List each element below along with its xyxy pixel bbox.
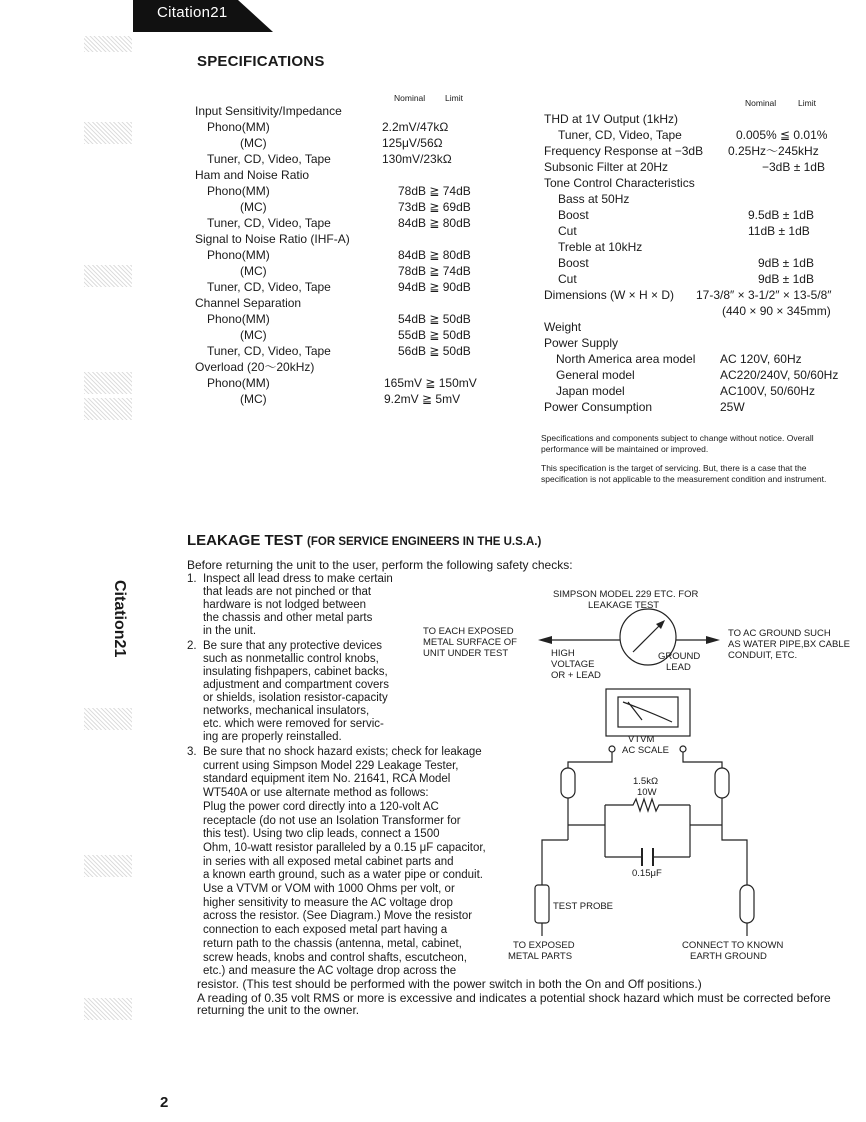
- test-probe: [535, 885, 549, 923]
- scan-artifact: [84, 36, 132, 52]
- spec-label: Frequency Response at −3dB: [544, 144, 704, 158]
- spec-label: (MC): [240, 136, 267, 150]
- step3-line: across the resistor. (See Diagram.) Move the resistor: [187, 910, 473, 923]
- spec-value: AC 120V, 60Hz: [720, 352, 802, 366]
- step2-line: insulating fishpapers, cabinet backs,: [187, 666, 388, 678]
- step3-line: a known earth ground, such as a water pipe or conduit.: [187, 869, 483, 882]
- leakage-closing-1-text: A reading of 0.35 volt RMS or more is excessive and indicates a potential shock hazard which must be corrected before: [197, 991, 831, 1005]
- spec-value: (440 × 90 × 345mm): [722, 304, 831, 318]
- spec-value: 9dB ± 1dB: [758, 256, 814, 270]
- spec-label: (MC): [240, 264, 267, 278]
- spec-value: −3dB ± 1dB: [762, 160, 825, 174]
- step2-line: networks, mechanical insulators,: [187, 705, 370, 717]
- spec-value: 9.5dB ± 1dB: [748, 208, 814, 222]
- spec-value: AC100V, 50/60Hz: [720, 384, 815, 398]
- test-probe-label: TEST PROBE: [553, 901, 614, 912]
- left-limit-header: Limit: [445, 93, 463, 103]
- earth-label-2: EARTH GROUND: [690, 951, 767, 962]
- spec-label: Bass at 50Hz: [558, 192, 630, 206]
- leakage-title-sub: (FOR SERVICE ENGINEERS IN THE U.S.A.): [307, 536, 542, 548]
- step3-line: receptacle (do not use an Isolation Transformer for: [187, 814, 461, 827]
- spec-value: 130mV/23kΩ: [382, 152, 452, 166]
- spec-label: Subsonic Filter at 20Hz: [544, 160, 669, 174]
- spec-label: Power Consumption: [544, 400, 653, 414]
- step2-line: such as nonmetallic control knobs,: [187, 653, 379, 665]
- ground-label-1: GROUND: [658, 651, 701, 662]
- right-clip-wire: [683, 752, 722, 768]
- spec-label: General model: [556, 368, 635, 382]
- step3-line: standard equipment item No. 21641, RCA Model: [187, 773, 451, 786]
- earth-label-1: CONNECT TO KNOWN: [682, 940, 784, 951]
- spec-value: 9.2mV ≧ 5mV: [384, 392, 461, 406]
- high-label-1: HIGH: [551, 648, 575, 659]
- earth-clip: [740, 885, 754, 923]
- spec-label: Channel Separation: [195, 296, 302, 310]
- spec-value: 2.2mV/47kΩ: [382, 120, 449, 134]
- spec-label: Tuner, CD, Video, Tape: [558, 128, 682, 142]
- step2-line: etc. which were removed for servic-: [187, 718, 384, 730]
- leakage-step3-tail: resistor. (This test should be performed with the power switch in both the On and Off positions.): [197, 977, 702, 991]
- right-limit-header: Limit: [798, 98, 816, 108]
- exposed-label-1: TO EXPOSED: [513, 940, 575, 951]
- spec-label: Phono(MM): [207, 248, 270, 262]
- page-number: 2: [160, 1094, 169, 1111]
- resistor-label-2: 10W: [637, 787, 657, 798]
- spec-value: 125μV/56Ω: [382, 136, 443, 150]
- step1-line: 1. Inspect all lead dress to make certain: [187, 573, 393, 585]
- spec-value: 0.005% ≦ 0.01%: [736, 128, 828, 142]
- right-label-2: [728, 639, 853, 650]
- spec-label: Signal to Noise Ratio (IHF-A): [195, 232, 350, 246]
- right-arrow-head: [706, 636, 720, 644]
- brand-tab: [133, 0, 273, 32]
- leakage-intro: Before returning the unit to the user, perform the following safety checks:: [187, 558, 573, 572]
- spec-value: 11dB ± 1dB: [748, 224, 810, 238]
- tester-title-2: LEAKAGE TEST: [588, 600, 660, 611]
- step3-line: Plug the power cord directly into a 120-volt AC: [187, 800, 439, 813]
- leakage-title: [187, 532, 541, 549]
- step1-line: hardware is not lodged between: [187, 599, 367, 611]
- right-label-2-text: AS WATER PIPE,BX CABLE: [728, 639, 850, 650]
- step3-line: return path to the chassis (antenna, metal, cabinet,: [187, 937, 462, 950]
- ac-scale-label: AC SCALE: [622, 745, 669, 756]
- right-clip: [715, 768, 729, 798]
- scan-artifact: [84, 398, 132, 420]
- leakage-title-main: LEAKAGE TEST: [187, 532, 303, 549]
- spec-label: Input Sensitivity/Impedance: [195, 104, 342, 118]
- spec-label: Dimensions (W × H × D): [544, 288, 675, 302]
- spec-label: Tuner, CD, Video, Tape: [207, 152, 331, 166]
- step3-line: Use a VTVM or VOM with 1000 Ohms per volt, or: [187, 883, 455, 895]
- step2-line: ing are properly reinstalled.: [187, 731, 342, 743]
- scan-artifact: [84, 998, 132, 1020]
- spec-label: Tuner, CD, Video, Tape: [207, 280, 331, 294]
- spec-label: Tuner, CD, Video, Tape: [207, 216, 331, 230]
- spec-note-1: [541, 433, 853, 455]
- vtvm-scale-arc: [623, 702, 672, 722]
- spec-note-1-text: Specifications and components subject to change without notice. Overall performance will be maintained or improved.: [541, 433, 814, 454]
- spec-value: 84dB ≧ 80dB: [398, 248, 471, 262]
- step3-line: 3. Be sure that no shock hazard exists; check for leakage: [187, 746, 482, 758]
- spec-label: Cut: [558, 272, 577, 286]
- high-label-3: OR + LEAD: [551, 670, 601, 681]
- spec-value: 55dB ≧ 50dB: [398, 328, 471, 342]
- spec-note-2: [541, 463, 853, 485]
- step3-line: screw heads, knobs and control shafts, escutcheon,: [187, 951, 467, 964]
- spec-label: (MC): [240, 200, 267, 214]
- scan-artifact: [84, 708, 132, 730]
- resistor-symbol: [605, 799, 690, 811]
- ground-label-2: LEAD: [666, 662, 691, 673]
- scan-artifact: [84, 372, 132, 394]
- spec-label: THD at 1V Output (1kHz): [544, 112, 679, 126]
- step3-line: connection to each exposed metal part having a: [187, 924, 448, 937]
- resistor-label-1: 1.5kΩ: [633, 776, 659, 787]
- vtvm-label: VTVM: [628, 734, 655, 745]
- spec-note-2-text: This specification is the target of servicing. But, there is a case that the specification is not applicable to the measurement condition and instrument.: [541, 463, 827, 484]
- spec-value: AC220/240V, 50/60Hz: [720, 368, 839, 382]
- leakage-closing-2: returning the unit to the owner.: [197, 1003, 360, 1017]
- scan-artifact: [84, 855, 132, 877]
- scan-artifact: [84, 122, 132, 144]
- spec-value: 0.25Hz～245kHz: [728, 144, 819, 158]
- step3-line: current using Simpson Model 229 Leakage Tester,: [187, 759, 459, 772]
- spec-label: North America area model: [556, 352, 696, 366]
- earth-wire: [722, 825, 747, 885]
- left-clip-wire: [568, 752, 612, 768]
- spec-value: 17-3/8″ × 3-1/2″ × 13-5/8″: [696, 288, 832, 302]
- exposed-label-2: METAL PARTS: [508, 951, 573, 962]
- spec-label: Cut: [558, 224, 577, 238]
- meter-needle-head: [656, 620, 665, 629]
- step3-line: in series with all exposed metal cabinet parts and: [187, 855, 454, 868]
- spec-label: Tone Control Characteristics: [544, 176, 695, 190]
- left-label-1: TO EACH EXPOSED: [423, 626, 514, 637]
- spec-value: 54dB ≧ 50dB: [398, 312, 471, 326]
- ac-terminal-right: [680, 746, 686, 752]
- spec-value: 78dB ≧ 74dB: [398, 264, 471, 278]
- step2-line: 2. Be sure that any protective devices: [187, 640, 382, 652]
- spec-value: 9dB ± 1dB: [758, 272, 814, 286]
- spec-label: Treble at 10kHz: [558, 240, 643, 254]
- step3-line: etc.) and measure the AC voltage drop across the: [187, 965, 457, 978]
- step3-line: WT540A or use alternate method as follows:: [187, 787, 429, 800]
- high-label-2: VOLTAGE: [551, 659, 595, 670]
- spec-value: 165mV ≧ 150mV: [384, 376, 477, 390]
- right-nominal-header: Nominal: [745, 98, 777, 108]
- side-label: Citation21: [111, 580, 128, 658]
- spec-label: Phono(MM): [207, 312, 270, 326]
- step1-line: that leads are not pinched or that: [187, 586, 372, 598]
- spec-label: Japan model: [556, 384, 625, 398]
- step3-line: higher sensitivity to measure the AC voltage drop: [187, 896, 453, 909]
- vtvm-box: [606, 689, 690, 736]
- right-label-3: CONDUIT, ETC.: [728, 650, 798, 661]
- left-label-2: METAL SURFACE OF: [423, 637, 517, 648]
- capacitor-label: 0.15μF: [632, 868, 662, 879]
- vtvm-screen: [618, 697, 678, 727]
- tester-title-1: SIMPSON MODEL 229 ETC. FOR: [553, 589, 699, 600]
- right-label-1: TO AC GROUND SUCH: [728, 628, 831, 639]
- left-nominal-header: Nominal: [394, 93, 426, 103]
- brand-tab-label: Citation21: [157, 4, 228, 21]
- meter-needle: [633, 622, 663, 652]
- probe-wire: [542, 840, 568, 885]
- step1-line: the chassis and other metal parts: [187, 612, 373, 624]
- step3-line: Ohm, 10-watt resistor paralleled by a 0.15 μF capacitor,: [187, 841, 486, 854]
- left-arrow-head: [538, 636, 552, 644]
- spec-label: Phono(MM): [207, 120, 270, 134]
- specifications-title: SPECIFICATIONS: [197, 53, 325, 70]
- spec-value: 56dB ≧ 50dB: [398, 344, 471, 358]
- spec-label: Tuner, CD, Video, Tape: [207, 344, 331, 358]
- step2-line: adjustment and compartment covers: [187, 679, 389, 691]
- step2-line: or shields, isolation resistor-capacity: [187, 692, 388, 704]
- spec-label: Weight: [544, 320, 582, 334]
- spec-value: 94dB ≧ 90dB: [398, 280, 471, 294]
- spec-label: Power Supply: [544, 336, 619, 350]
- spec-value: 25W: [720, 400, 745, 414]
- scan-artifact: [84, 265, 132, 287]
- spec-value: 73dB ≧ 69dB: [398, 200, 471, 214]
- step1-line: in the unit.: [187, 625, 257, 637]
- ac-terminal-left: [609, 746, 615, 752]
- spec-value: 78dB ≧ 74dB: [398, 184, 471, 198]
- spec-label: Phono(MM): [207, 184, 270, 198]
- spec-label: Phono(MM): [207, 376, 270, 390]
- left-label-3: UNIT UNDER TEST: [423, 648, 509, 659]
- step3-line: this test). Using two clip leads, connect a 1500: [187, 828, 440, 841]
- spec-value: 84dB ≧ 80dB: [398, 216, 471, 230]
- vtvm-pointer: [628, 702, 642, 720]
- left-clip: [561, 768, 575, 798]
- spec-label: Overload (20～20kHz): [195, 360, 315, 374]
- spec-label: Ham and Noise Ratio: [195, 168, 310, 182]
- spec-label: Boost: [558, 208, 589, 222]
- spec-label: Boost: [558, 256, 589, 270]
- spec-label: (MC): [240, 328, 267, 342]
- spec-label: (MC): [240, 392, 267, 406]
